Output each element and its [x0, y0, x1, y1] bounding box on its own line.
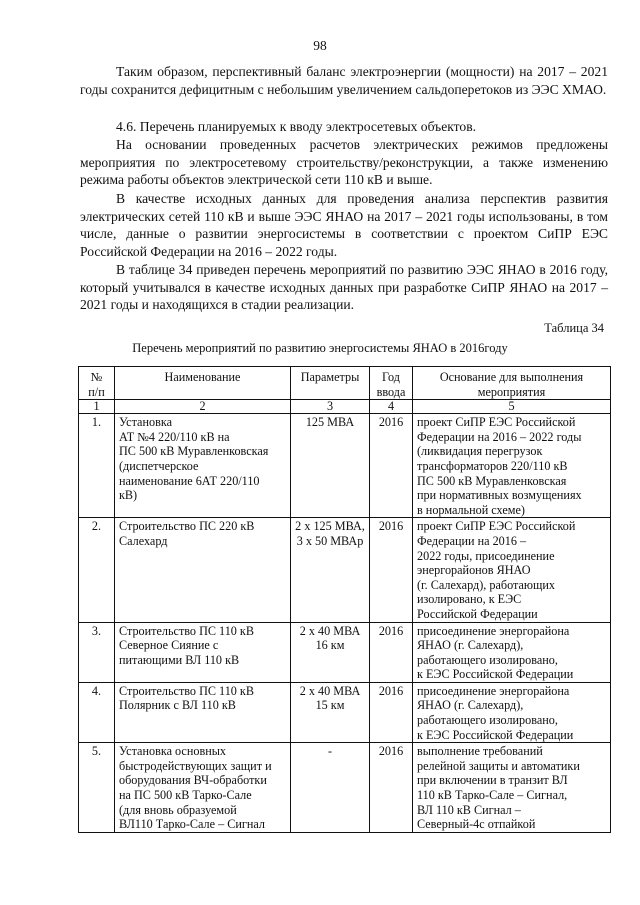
basis-line: ПС 500 кВ Муравленковская: [417, 473, 567, 488]
name-line: кВ): [119, 488, 138, 503]
params-line: 15 км: [315, 698, 345, 713]
basis-line: трансформаторов 220/110 кВ: [417, 458, 568, 473]
table-row: [79, 622, 611, 682]
basis-line: 2022 годы, присоединение: [417, 548, 555, 563]
col-number: 2: [115, 400, 291, 414]
row-basis: [413, 518, 611, 622]
table-row: [79, 743, 611, 833]
table-title: Перечень мероприятий по развитию энергосистемы ЯНАО в 2016году: [132, 341, 508, 355]
name-line: Северное Сияние с: [119, 638, 219, 653]
paragraph-source-data: В качестве исходных данных для проведения анализа перспектив развития электрических сетей 110 кВ и выше ЭЭС ЯНАО на 2017 – 2021 годы использованы, в том числе, данные о развитии энергосистемы в соответствии с проектом СиПР ЕЭС Российской Федерации на 2016 – 2022 годы.: [80, 191, 608, 259]
table-row: [79, 518, 611, 622]
col-number: 1: [79, 400, 115, 414]
col-number: 3: [291, 400, 370, 414]
basis-line: выполнение требований: [417, 744, 543, 759]
name-line: Салехард: [119, 533, 168, 548]
row-basis: [413, 743, 611, 833]
name-line: Строительство ПС 110 кВ: [119, 683, 254, 698]
measures-table: [78, 366, 611, 833]
name-line: наименование 6АТ 220/110: [119, 473, 260, 488]
row-name: [115, 622, 291, 682]
row-number: 4.: [79, 682, 115, 742]
row-number: 3.: [79, 622, 115, 682]
name-line: АТ №4 220/110 кВ на: [119, 429, 230, 444]
page-number: 98: [313, 38, 327, 53]
basis-line: релейной защиты и автоматики: [417, 758, 580, 773]
name-line: Строительство ПС 110 кВ: [119, 623, 254, 638]
header-name: Наименование: [115, 367, 291, 400]
params-line: 2 х 125 МВА,: [295, 519, 365, 534]
basis-line: ВЛ 110 кВ Сигнал –: [417, 802, 521, 817]
params-line: 3 х 50 МВАр: [296, 533, 364, 548]
header-year: Год ввода: [370, 367, 413, 400]
row-params: [291, 682, 370, 742]
row-basis: [413, 682, 611, 742]
row-params: [291, 414, 370, 518]
paragraph-balance: Таким образом, перспективный баланс электроэнергии (мощности) на 2017 – 2021 годы сохранится дефицитным с небольшим увеличением сальдоперетоков из ЭЭС ХМАО.: [80, 64, 608, 97]
basis-line: работающего изолировано,: [417, 713, 558, 728]
name-line: ПС 500 кВ Муравленковская: [119, 444, 269, 459]
row-year: 2016: [370, 518, 413, 622]
basis-line: присоединение энергорайона: [417, 683, 570, 698]
basis-line: к ЕЭС Российской Федерации: [417, 667, 574, 682]
row-params: [291, 622, 370, 682]
basis-line: (ликвидация перегрузок: [417, 444, 543, 459]
row-params: [291, 743, 370, 833]
row-name: [115, 414, 291, 518]
name-line: на ПС 500 кВ Тарко-Сале: [119, 788, 252, 803]
basis-line: энергорайонов ЯНАО: [417, 563, 531, 578]
basis-line: Северный-4с отпайкой: [417, 817, 536, 832]
table-header-row: [79, 367, 611, 400]
row-year: 2016: [370, 743, 413, 833]
basis-line: изолировано, к ЕЭС: [417, 592, 522, 607]
name-line: оборудования ВЧ-обработки: [119, 773, 267, 788]
paragraph-measures: На основании проведенных расчетов электрических режимов предложены мероприятия по электросетевому строительству/реконструкции, а также изменению режима работы объектов электрической сети 110 кВ и выше.: [80, 137, 608, 187]
name-line: (диспетчерское: [119, 458, 199, 473]
params-line: -: [327, 744, 333, 759]
col-number: 4: [370, 400, 413, 414]
row-basis: [413, 622, 611, 682]
column-number-row: [79, 400, 611, 414]
name-line: Установка: [119, 415, 172, 430]
basis-line: к ЕЭС Российской Федерации: [417, 727, 574, 742]
row-basis: [413, 414, 611, 518]
basis-line: (г. Салехард), работающих: [417, 577, 556, 592]
name-line: ВЛ110 Тарко-Сале – Сигнал: [119, 817, 265, 832]
basis-line: при нормативных возмущениях: [417, 488, 582, 503]
section-heading: 4.6. Перечень планируемых к вводу электросетевых объектов.: [116, 119, 477, 134]
row-year: 2016: [370, 682, 413, 742]
paragraph-table-intro: В таблице 34 приведен перечень мероприятий по развитию ЭЭС ЯНАО в 2016 году, который учитывался в качестве исходных данных при разработке СиПР ЯНАО на 2017 – 2021 годы и находящихся в стадии реализации.: [80, 262, 608, 312]
basis-line: присоединение энергорайона: [417, 623, 570, 638]
basis-line: в нормальной схеме): [417, 502, 525, 517]
row-params: [291, 518, 370, 622]
basis-line: проект СиПР ЕЭС Российской: [417, 519, 576, 534]
basis-line: Российской Федерации: [417, 606, 538, 621]
row-number: 5.: [79, 743, 115, 833]
table-row: [79, 414, 611, 518]
basis-line: ЯНАО (г. Салехард),: [417, 638, 524, 653]
header-params: Параметры: [291, 367, 370, 400]
params-line: 16 км: [315, 638, 345, 653]
table-label: Таблица 34: [544, 321, 604, 335]
table-row: [79, 682, 611, 742]
name-line: питающими ВЛ 110 кВ: [119, 652, 240, 667]
name-line: (для вновь образуемой: [119, 802, 237, 817]
col-number: 5: [413, 400, 611, 414]
row-name: [115, 682, 291, 742]
basis-line: 110 кВ Тарко-Сале – Сигнал,: [417, 788, 568, 803]
row-name: [115, 518, 291, 622]
header-basis: Основание для выполнения мероприятия: [413, 367, 611, 400]
row-year: 2016: [370, 414, 413, 518]
basis-line: проект СиПР ЕЭС Российской: [417, 415, 576, 430]
name-line: Полярник с ВЛ 110 кВ: [119, 698, 236, 713]
row-name: [115, 743, 291, 833]
header-num: № п/п: [79, 367, 115, 400]
row-number: 2.: [79, 518, 115, 622]
name-line: быстродействующих защит и: [119, 758, 272, 773]
name-line: Установка основных: [119, 744, 227, 759]
basis-line: Федерации на 2016 – 2022 годы: [417, 429, 582, 444]
row-number: 1.: [79, 414, 115, 518]
params-line: 2 х 40 МВА: [299, 683, 361, 698]
params-line: 125 МВА: [305, 415, 355, 430]
basis-line: при включении в транзит ВЛ: [417, 773, 568, 788]
params-line: 2 х 40 МВА: [299, 623, 361, 638]
basis-line: Федерации на 2016 –: [417, 533, 527, 548]
basis-line: ЯНАО (г. Салехард),: [417, 698, 524, 713]
name-line: Строительство ПС 220 кВ: [119, 519, 255, 534]
row-year: 2016: [370, 622, 413, 682]
basis-line: работающего изолировано,: [417, 652, 558, 667]
